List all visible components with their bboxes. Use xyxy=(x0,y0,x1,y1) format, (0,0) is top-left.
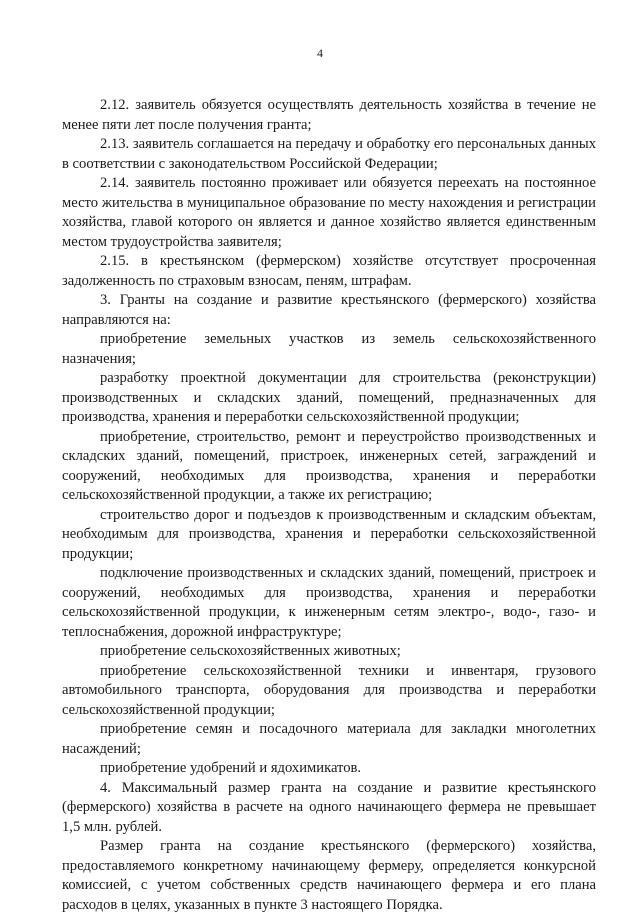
list-item-machinery: приобретение сельскохозяйственной техники и инвентаря, грузового автомобильного транспорта, оборудования для производства и переработки сельскохозяйственной продукции; xyxy=(62,662,596,718)
paragraph-2-13: 2.13. заявитель соглашается на передачу и обработку его персональных данных в соответствии с законодательством Российской Федерации; xyxy=(62,136,596,172)
paragraph-4: 4. Максимальный размер гранта на создание и развитие крестьянского (фермерского) хозяйства в расчете на одного начинающего фермера не превышает 1,5 млн. рублей. xyxy=(62,779,596,835)
paragraph-grant-size: Размер гранта на создание крестьянского (фермерского) хозяйства, предоставляемого конкретному начинающему фермеру, определяется конкурсной комиссией, с учетом собственных средств начинающего фермера и его плана расходов в целях, указанных в пункте 3 настоящего Порядка. xyxy=(62,838,596,913)
list-item-land: приобретение земельных участков из земель сельскохозяйственного назначения; xyxy=(62,331,596,367)
page-number: 4 xyxy=(317,46,323,60)
list-item-roads: строительство дорог и подъездов к производственным и складским объектам, необходимым для производства, хранения и переработки сельскохозяйственной продукции; xyxy=(62,506,596,562)
list-item-design-docs: разработку проектной документации для строительства (реконструкции) производственных и складских зданий, помещений, предназначенных для производства, хранения и переработки сельскохозяйственной продукции; xyxy=(62,370,596,425)
list-item-buildings: приобретение, строительство, ремонт и переустройство производственных и складских зданий, помещений, пристроек, инженерных сетей, заграждений и сооружений, необходимых для производства, хранения и переработки сельскохозяйственной продукции, а также их регистрацию; xyxy=(62,428,596,503)
list-item-animals: приобретение сельскохозяйственных животных; xyxy=(100,643,401,659)
list-item-seeds: приобретение семян и посадочного материала для закладки многолетних насаждений; xyxy=(62,721,596,757)
paragraph-2-12: 2.12. заявитель обязуется осуществлять деятельность хозяйства в течение не менее пяти лет после получения гранта; xyxy=(62,97,596,133)
paragraph-2-15: 2.15. в крестьянском (фермерском) хозяйстве отсутствует просроченная задолженность по страховым взносам, пеням, штрафам. xyxy=(62,253,596,289)
paragraph-3: 3. Гранты на создание и развитие крестьянского (фермерского) хозяйства направляются на: xyxy=(62,292,596,328)
list-item-utilities: подключение производственных и складских зданий, помещений, пристроек и сооружений, необходимых для производства, хранения и переработки сельскохозяйственной продукции, к инженерным сетям электро-, водо-, газо- и теплоснабжения, дорожной инфраструктуре; xyxy=(62,565,596,640)
list-item-fertilizers: приобретение удобрений и ядохимикатов. xyxy=(100,760,362,776)
document-body xyxy=(62,96,596,915)
paragraph-2-14: 2.14. заявитель постоянно проживает или обязуется переехать на постоянное место жительства в муниципальное образование по месту нахождения и регистрации хозяйства, главой которого он является и данное хозяйство является единственным местом трудоустройства заявителя; xyxy=(62,175,596,250)
